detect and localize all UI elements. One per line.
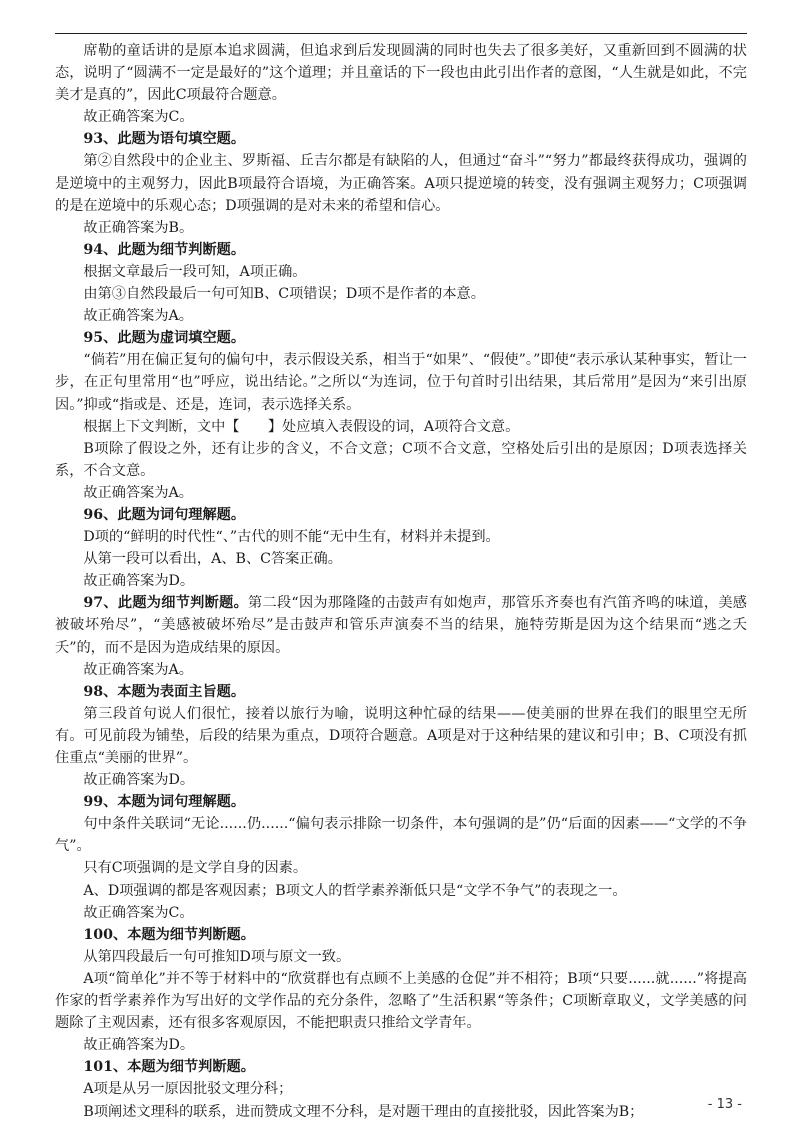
paragraph: 句中条件关联词“无论......仍......“偏句表示排除一切条件，本句强调的是”仍“后面的因素——“文学的不争气”。 [55,816,747,855]
paragraph: 席勒的童话讲的是原本追求圆满，但追求到后发现圆满的同时也失去了很多美好，又重新回到不圆满的状态，说明了“圆满不一定是最好的”这个道理；并且童话的下一段也由此引出作者的意图，“人生就是如此，不完美才是真的”，因此C项最符合题意。 [55,43,747,104]
paragraph: B项阐述文理科的联系，进而赞成文理不分科，是对题干理由的直接批驳，因此答案为B； [83,1103,644,1120]
answer-line: 故正确答案为D。 [83,1037,195,1054]
paragraph: D项的“鲜明的时代性“、”古代的则不能“无中生有，材料并未提到。 [83,529,500,546]
question-heading: 99、本题为词句理解题。 [83,794,246,811]
paragraph: 根据上下文判断，文中【 】处应填入表假设的词，A项符合文意。 [83,418,520,435]
paragraph: 从第一段可以看出，A、B、C答案正确。 [83,551,342,568]
answer-line: 故正确答案为A。 [83,661,193,678]
question-heading: 93、此题为语句填空题。 [83,131,246,148]
header-rule [55,33,747,34]
question-heading: 94、此题为细节判断题。 [83,241,246,258]
paragraph: A项“简单化”并不等于材料中的“欣赏群也有点顾不上美感的仓促”并不相符；B项“只要......就......”将提高作家的哲学素养作为写出好的文学作品的充分条件，忽略了”生活积累“等条件；C项断章取义，文学美感的问题除了主观因素，还有很多客观原因，不能把职责只推给文学青年。 [55,970,747,1032]
paragraph: 由第③自然段最后一句可知B、C项错误；D项不是作者的本意。 [83,286,485,303]
document-body [55,40,747,1123]
paragraph: 只有C项强调的是文学自身的因素。 [83,860,308,877]
paragraph: 第②自然段中的企业主、罗斯福、丘吉尔都是有缺陷的人，但通过“奋斗”“努力”都最终获得成功，强调的是逆境中的主观努力，因此B项最符合语境，为正确答案。A项只提逆境的转变，没有强调主观努力；C项强调的是在逆境中的乐观心态；D项强调的是对未来的希望和信心。 [55,153,747,214]
paragraph: A、D项强调的都是客观因素；B项文人的哲学素养渐低只是“文学不争气”的表现之一。 [83,882,627,899]
answer-line: 故正确答案为A。 [83,484,193,501]
paragraph: 第三段首句说人们很忙，接着以旅行为喻，说明这种忙碌的结果——使美丽的世界在我们的眼里空无所有。可见前段为铺垫，后段的结果为重点，D项符合题意。A项是对于这种结果的建议和引申；B、C项没有抓住重点“美丽的世界”。 [55,705,747,766]
paragraph: “倘若”用在偏正复句的偏句中，表示假设关系，相当于“如果”、“假使”。”即使“表示承认某种事实，暂让一步，在正句里常用“也”呼应，说出结论。”之所以“为连词，位于句首时引出结果，其后常用”是因为“来引出原因。”抑或“指或是、还是，连词，表示选择关系。 [55,352,747,413]
answer-line: 故正确答案为A。 [83,308,193,325]
answer-line: 故正确答案为B。 [83,219,194,236]
question-heading: 95、此题为虚词填空题。 [83,330,246,347]
question-heading-inline: 97、此题为细节判断题。 [83,595,249,612]
paragraph-with-lead [55,592,747,658]
question-heading: 100、本题为细节判断题。 [83,926,255,943]
answer-line: 故正确答案为D。 [83,573,195,590]
paragraph: 从第四段最后一句可推知D项与原文一致。 [83,948,351,965]
page-number: - 13 - [707,1097,742,1112]
question-heading: 98、本题为表面主旨题。 [83,683,246,700]
answer-line: 故正确答案为D。 [83,772,195,789]
paragraph: B项除了假设之外，还有让步的含义，不合文意；C项不合文意，空格处后引出的是原因；D项表选择关系，不合文意。 [55,440,747,479]
answer-line: 故正确答案为C。 [83,109,194,126]
paragraph-text: 第二段“因为那隆隆的击鼓声有如炮声，那管乐齐奏也有汽笛齐鸣的味道，美感被破坏殆尽”，“美感被破坏殆尽”是击鼓声和管乐声演奏不当的结果，施特劳斯是因为这个结果而“逃之夭夭”的，而不是因为造成结果的原因。 [55,595,747,656]
answer-line: 故正确答案为C。 [83,904,194,921]
paragraph: 根据文章最后一段可知，A项正确。 [83,263,307,280]
question-heading: 101、本题为细节判断题。 [83,1059,255,1076]
paragraph: A项是从另一原因批驳文理分科； [83,1081,293,1098]
question-heading: 96、此题为词句理解题。 [83,506,246,523]
